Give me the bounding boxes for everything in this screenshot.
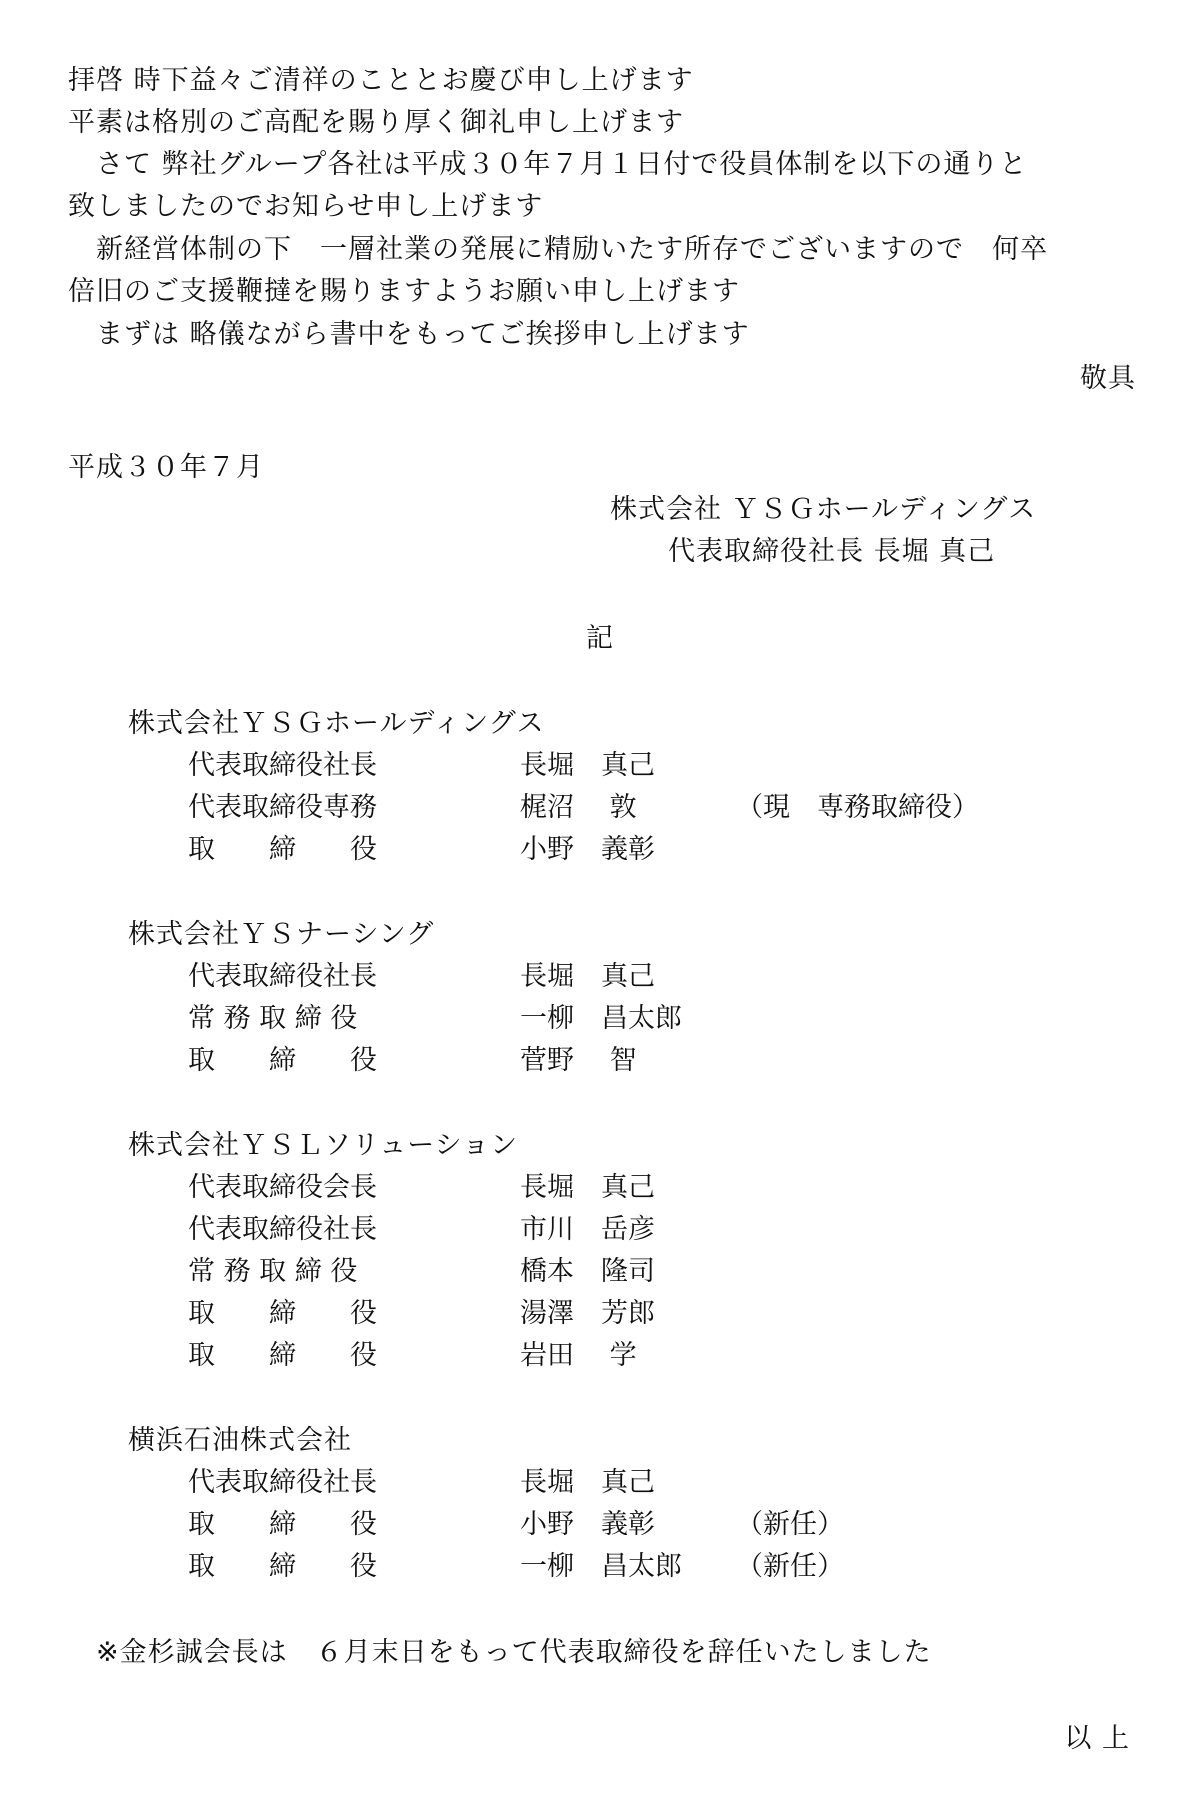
officer-name: 長堀 真己: [520, 750, 655, 781]
letter-date: 平成３０年７月: [68, 452, 264, 483]
officer-title: 取 締 役: [188, 1045, 377, 1076]
officer-title: 取 締 役: [188, 1298, 377, 1329]
officer-title: 代表取締役会長: [188, 1172, 377, 1203]
officer-name: 湯澤 芳郎: [520, 1298, 655, 1329]
officer-name: 市川 岳彦: [520, 1214, 655, 1245]
officer-note: （新任）: [736, 1551, 844, 1582]
officer-name: 梶沼 敦: [520, 792, 637, 823]
officer-title: 代表取締役社長: [188, 961, 377, 992]
officer-title: 取 締 役: [188, 1509, 377, 1540]
company-name: 株式会社ＹＳＧホールディングス: [128, 708, 545, 739]
officer-name: 長堀 真己: [520, 961, 655, 992]
officer-title: 代表取締役社長: [188, 1467, 377, 1498]
officer-title: 取 締 役: [188, 834, 377, 865]
officer-name: 一柳 昌太郎: [520, 1003, 682, 1034]
officer-title: 代表取締役専務: [188, 792, 377, 823]
company-name: 横浜石油株式会社: [128, 1425, 352, 1456]
footnote: ※金杉誠会長は ６月末日をもって代表取締役を辞任いたしました: [96, 1637, 932, 1668]
officer-name: 菅野 智: [520, 1045, 637, 1076]
greeting-line-3: さて 弊社グループ各社は平成３０年７月１日付で役員体制を以下の通りと: [68, 149, 1028, 180]
sender-company: 株式会社 ＹＳＧホールディングス: [610, 494, 1037, 525]
officer-title: 代表取締役社長: [188, 750, 377, 781]
end-mark: 以 上: [1064, 1723, 1130, 1754]
company-name: 株式会社ＹＳＬソリューション: [128, 1130, 519, 1161]
officer-name: 岩田 学: [520, 1340, 637, 1371]
greeting-line-6: 倍旧のご支援鞭撻を賜りますようお願い申し上げます: [68, 276, 740, 307]
officer-title: 常 務 取 締 役: [188, 1256, 358, 1287]
officer-title: 取 締 役: [188, 1551, 377, 1582]
officer-note: （新任）: [736, 1509, 844, 1540]
officer-title: 代表取締役社長: [188, 1214, 377, 1245]
officer-name: 小野 義彰: [520, 1509, 655, 1540]
officer-name: 橋本 隆司: [520, 1256, 655, 1287]
greeting-line-5: 新経営体制の下 一層社業の発展に精励いたす所存でございますので 何卒: [68, 234, 1048, 265]
greeting-line-1: 拝啓 時下益々ご清祥のこととお慶び申し上げます: [68, 65, 694, 96]
officer-note: （現 専務取締役）: [736, 792, 979, 823]
sender-person: 代表取締役社長 長堀 真己: [668, 536, 996, 567]
greeting-line-2: 平素は格別のご高配を賜り厚く御礼申し上げます: [68, 107, 684, 138]
greeting-line-4: 致しましたのでお知らせ申し上げます: [68, 191, 544, 222]
greeting-line-7: まずは 略儀ながら書中をもってご挨拶申し上げます: [68, 319, 750, 350]
officer-name: 長堀 真己: [520, 1467, 655, 1498]
officer-title: 常 務 取 締 役: [188, 1003, 358, 1034]
company-name: 株式会社ＹＳナーシング: [128, 919, 435, 950]
officer-name: 小野 義彰: [520, 834, 655, 865]
closing-word: 敬具: [1080, 363, 1136, 394]
officer-name: 長堀 真己: [520, 1172, 655, 1203]
record-heading: 記: [586, 623, 614, 654]
officer-title: 取 締 役: [188, 1340, 377, 1371]
officer-name: 一柳 昌太郎: [520, 1551, 682, 1582]
